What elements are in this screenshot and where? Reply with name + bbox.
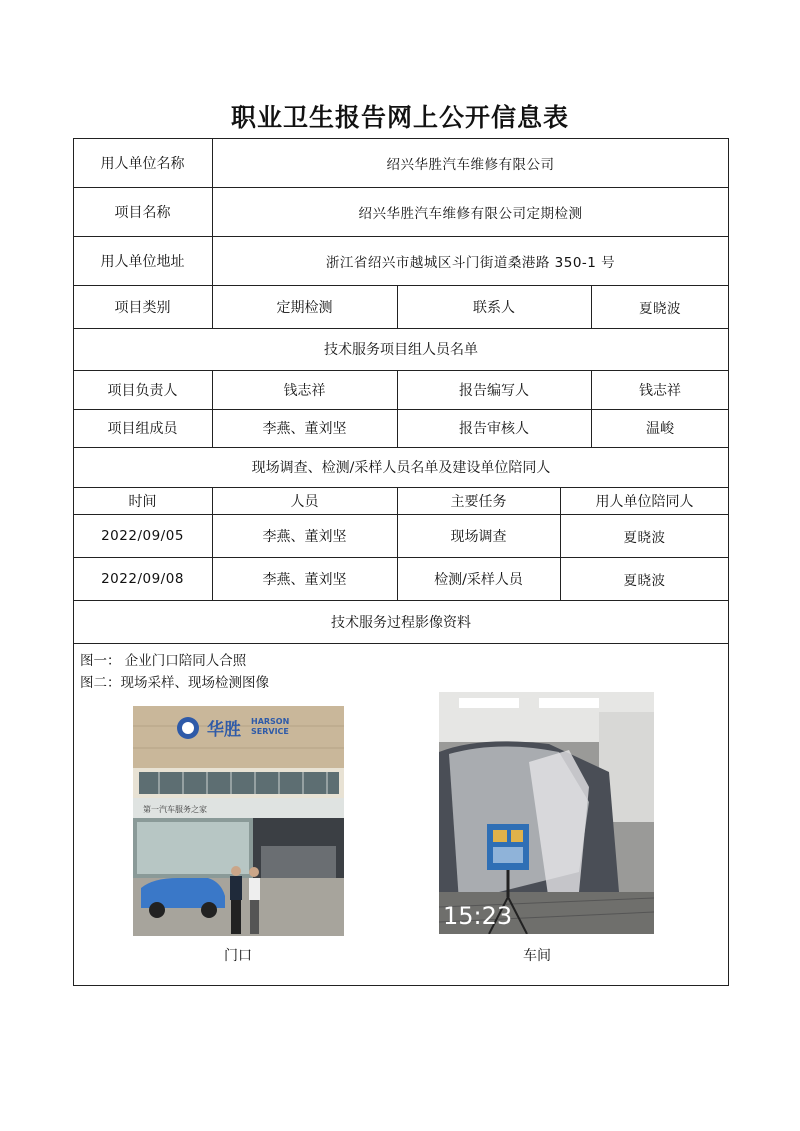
employer-address-value: 浙江省绍兴市越城区斗门街道桑港路 350-1 号 bbox=[325, 254, 616, 271]
report-reviewer-label: 报告审核人 bbox=[459, 421, 529, 437]
survey-row-date: 2022/09/05 bbox=[101, 527, 184, 544]
survey-row-escort: 夏晓波 bbox=[623, 529, 666, 546]
team-members-label: 项目组成员 bbox=[107, 421, 178, 437]
entrance-photo-drawing bbox=[133, 706, 344, 936]
report-writer-label: 报告编写人 bbox=[459, 382, 529, 399]
sign-english-2: SERVICE bbox=[251, 727, 289, 736]
survey-col-task: 主要任务 bbox=[450, 493, 507, 510]
table-rule bbox=[73, 643, 729, 644]
figure-note-2: 图二：现场采样、现场检测图像 bbox=[80, 675, 269, 691]
project-leader-label: 项目负责人 bbox=[107, 382, 178, 399]
survey-col-personnel: 人员 bbox=[290, 493, 319, 510]
survey-row-escort: 夏晓波 bbox=[623, 572, 666, 589]
survey-col-escort: 用人单位陪同人 bbox=[595, 493, 694, 510]
figure-note-1: 图一： 企业门口陪同人合照 bbox=[80, 653, 247, 669]
report-reviewer-value: 温峻 bbox=[646, 421, 674, 437]
report-writer-value: 钱志祥 bbox=[639, 382, 681, 399]
team-section-header: 技术服务项目组人员名单 bbox=[324, 342, 478, 358]
workshop-photo-caption: 车间 bbox=[523, 948, 551, 964]
survey-row-personnel: 李燕、董刘坚 bbox=[262, 528, 347, 545]
entrance-photo-caption: 门口 bbox=[224, 948, 252, 964]
contact-value: 夏晓波 bbox=[639, 300, 681, 317]
survey-row-date: 2022/09/08 bbox=[101, 570, 184, 587]
banner-text: 第一汽车服务之家 bbox=[143, 805, 207, 814]
project-type-value: 定期检测 bbox=[276, 299, 333, 316]
sign-english-1: HARSON bbox=[251, 717, 290, 726]
employer-name-label: 用人单位名称 bbox=[100, 155, 185, 172]
project-leader-value: 钱志祥 bbox=[283, 382, 326, 399]
workshop-photo-drawing bbox=[439, 692, 654, 934]
photo-timestamp: 15:23 bbox=[443, 902, 513, 930]
employer-address-label: 用人单位地址 bbox=[100, 253, 185, 270]
images-section-header: 技术服务过程影像资料 bbox=[331, 614, 471, 631]
survey-row-task: 检测/采样人员 bbox=[434, 571, 523, 588]
sign-chinese: 华胜 bbox=[207, 720, 241, 740]
survey-section-header: 现场调查、检测/采样人员名单及建设单位陪同人 bbox=[251, 460, 551, 476]
survey-row-task: 现场调查 bbox=[450, 528, 507, 545]
entrance-photo bbox=[133, 706, 344, 936]
employer-name-value: 绍兴华胜汽车维修有限公司 bbox=[386, 156, 555, 173]
contact-label: 联系人 bbox=[473, 299, 515, 316]
project-name-value: 绍兴华胜汽车维修有限公司定期检测 bbox=[358, 205, 583, 222]
survey-row-personnel: 李燕、董刘坚 bbox=[262, 571, 347, 588]
team-members-value: 李燕、董刘坚 bbox=[262, 421, 347, 437]
project-name-label: 项目名称 bbox=[114, 204, 171, 221]
document-title: 职业卫生报告网上公开信息表 bbox=[230, 103, 569, 132]
workshop-photo bbox=[439, 692, 654, 934]
project-type-label: 项目类别 bbox=[114, 299, 171, 316]
survey-col-time: 时间 bbox=[128, 493, 157, 510]
